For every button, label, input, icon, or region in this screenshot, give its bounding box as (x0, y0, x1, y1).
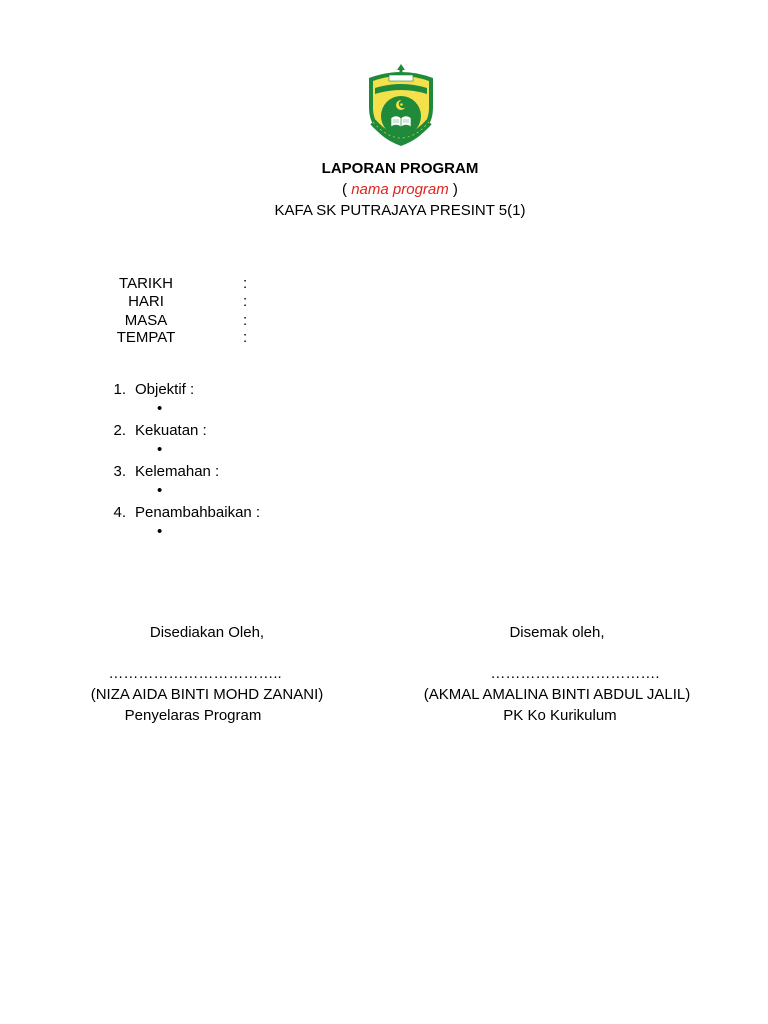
prepared-by-role: Penyelaras Program (124, 707, 262, 724)
field-label-tempat: TEMPAT (116, 329, 176, 346)
prepared-by-name: (NIZA AIDA BINTI MOHD ZANANI) (90, 686, 324, 703)
program-name-placeholder: nama program (351, 181, 449, 198)
checked-by-signature-line: ……………………………. (490, 665, 660, 682)
program-close-paren: ) (448, 181, 458, 198)
school-name: KAFA SK PUTRAJAYA PRESINT 5(1) (274, 202, 526, 219)
school-crest-logo (363, 64, 439, 148)
section-number-penambahbaikan: 4. (113, 504, 126, 521)
field-label-hari: HARI (128, 293, 164, 310)
checked-by-caption: Disemak oleh, (509, 624, 605, 641)
section-number-objektif: 1. (113, 381, 126, 398)
section-bullet-kekuatan: • (157, 441, 163, 458)
section-number-kelemahan: 3. (113, 463, 126, 480)
section-number-kekuatan: 2. (113, 422, 126, 439)
section-label-objektif: Objektif : (135, 381, 195, 398)
prepared-by-signature-line: …………………………….. (108, 665, 282, 682)
report-title: LAPORAN PROGRAM (321, 160, 479, 177)
field-label-masa: MASA (124, 312, 168, 329)
checked-by-role: PK Ko Kurikulum (503, 707, 617, 724)
section-bullet-objektif: • (157, 400, 163, 417)
field-sep-masa: : (243, 312, 248, 329)
program-name-line (0, 181, 768, 199)
field-sep-tarikh: : (243, 275, 248, 292)
section-bullet-penambahbaikan: • (157, 523, 163, 540)
field-label-tarikh: TARIKH (119, 275, 173, 292)
prepared-by-caption: Disediakan Oleh, (149, 624, 265, 641)
section-label-kekuatan: Kekuatan : (135, 422, 207, 439)
program-open-paren: ( (342, 181, 352, 198)
section-bullet-kelemahan: • (157, 482, 163, 499)
checked-by-name: (AKMAL AMALINA BINTI ABDUL JALIL) (423, 686, 691, 703)
field-sep-tempat: : (243, 329, 248, 346)
section-label-kelemahan: Kelemahan : (135, 463, 220, 480)
section-label-penambahbaikan: Penambahbaikan : (135, 504, 261, 521)
field-sep-hari: : (243, 293, 248, 310)
